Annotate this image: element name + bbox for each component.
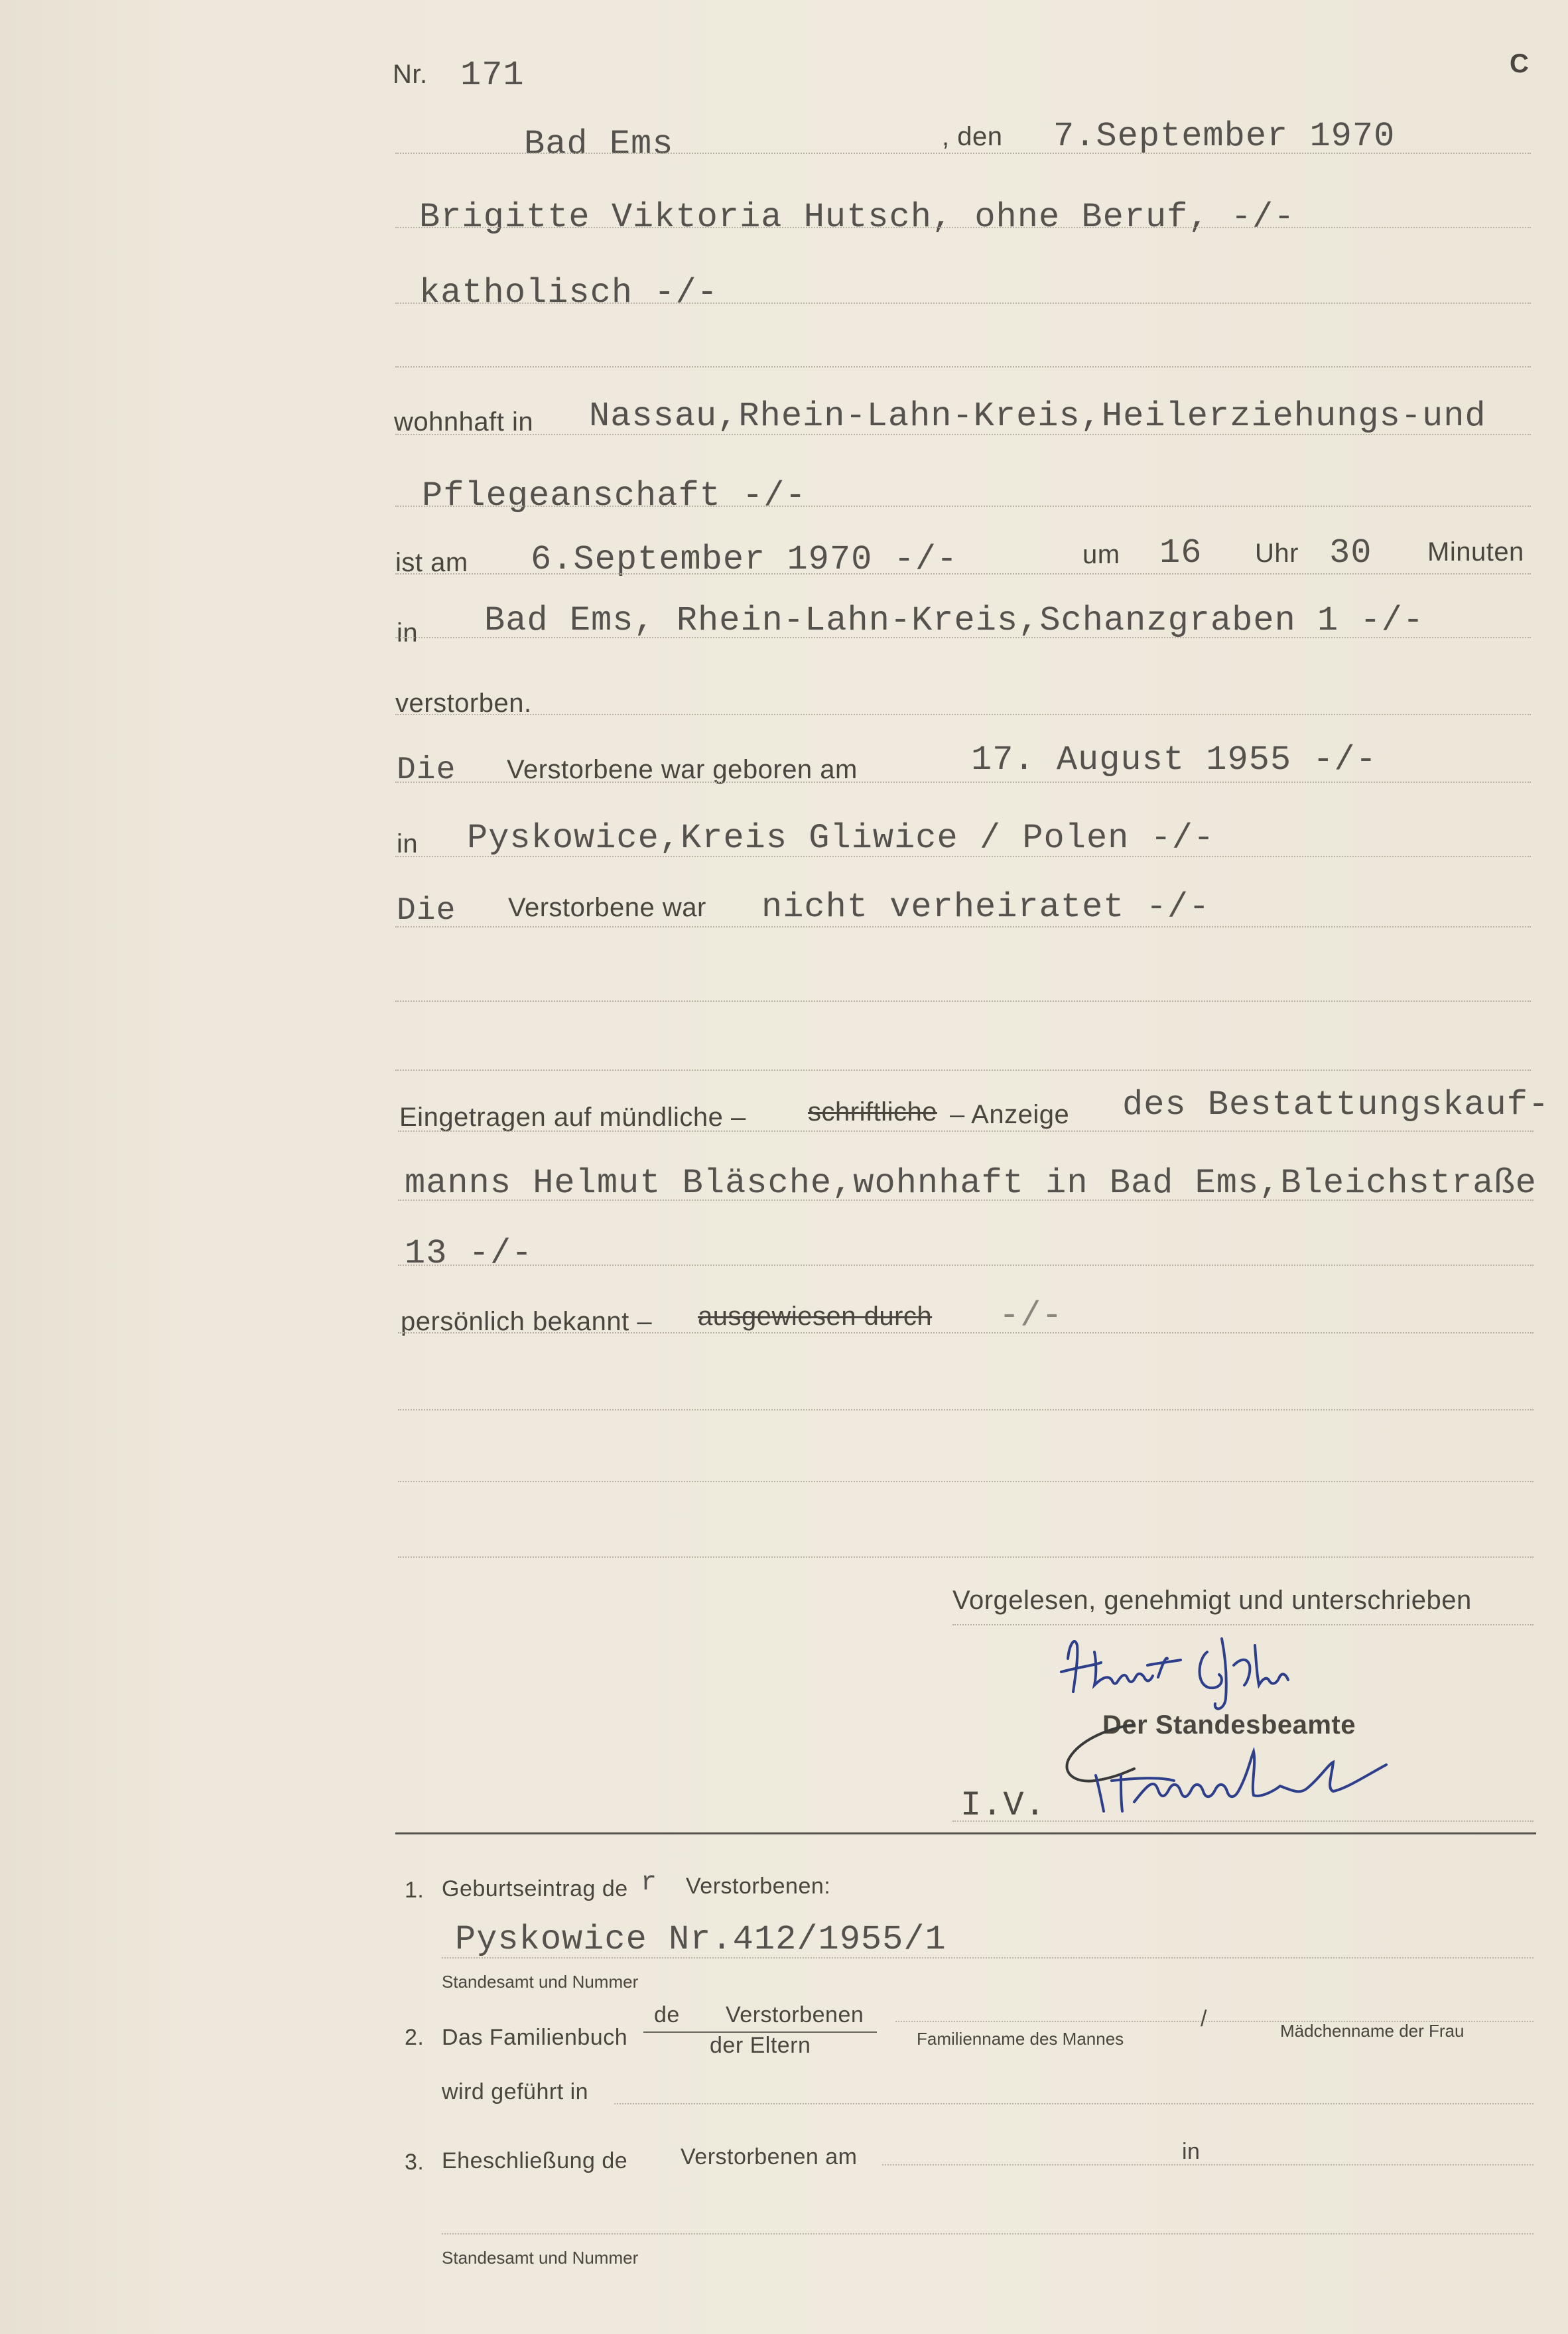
reporter-line-3: 13 -/- — [405, 1234, 533, 1273]
line-empty-6 — [398, 1556, 1534, 1558]
line-report-3 — [398, 1265, 1534, 1266]
minuten-label: Minuten — [1427, 537, 1524, 567]
um-label: um — [1082, 540, 1120, 569]
line-empty-3 — [395, 1069, 1531, 1071]
line-report-1 — [398, 1131, 1534, 1132]
den-label: , den — [942, 122, 1003, 151]
line-empty-2 — [395, 1000, 1531, 1002]
ist-am-label: ist am — [395, 548, 468, 577]
line-item3 — [882, 2164, 1534, 2165]
official-signature — [1055, 1712, 1532, 1831]
name-line: Brigitte Viktoria Hutsch, ohne Beruf, -/- — [419, 198, 1295, 237]
item3-label-2: Verstorbenen am — [681, 2144, 858, 2169]
ausgewiesen-struck: ausgewiesen durch — [698, 1302, 933, 1331]
item1-label-2: Verstorbenen: — [686, 1874, 831, 1899]
religion: katholisch -/- — [419, 273, 718, 312]
item1-number: 1. — [405, 1878, 425, 1903]
line-religion — [395, 303, 1531, 304]
standesbeamte-label: Der Standesbeamte — [1102, 1710, 1356, 1740]
line-marital — [395, 926, 1531, 927]
item3-label: Eheschließung de — [442, 2148, 628, 2173]
line-item2-names — [895, 2021, 1534, 2022]
die-word-2: Die — [397, 893, 456, 929]
geboren-label: Verstorbene war geboren am — [507, 755, 858, 784]
item2-de: de — [654, 2002, 680, 2027]
line-report-2 — [398, 1200, 1534, 1201]
item1-suffix: r — [641, 1868, 658, 1898]
verstorben-label: verstorben. — [395, 689, 532, 718]
iv-label: I.V. — [960, 1786, 1046, 1825]
wohnhaft-label: wohnhaft in — [394, 407, 534, 437]
death-place: Bad Ems, Rhein-Lahn-Kreis,Schanzgraben 1 -/- — [484, 601, 1425, 640]
reporter-line-1: des Bestattungskauf- — [1122, 1085, 1550, 1125]
line-item2 — [614, 2103, 1534, 2104]
line-item3-2 — [442, 2233, 1534, 2234]
death-date: 6.September 1970 -/- — [531, 540, 958, 579]
item2-label: Das Familienbuch — [442, 2025, 628, 2050]
line-name — [395, 227, 1531, 228]
line-empty-5 — [398, 1481, 1534, 1482]
item2-gefuehrt: wird geführt in — [442, 2079, 589, 2104]
line-item1 — [442, 1957, 1534, 1958]
birth-date: 17. August 1955 -/- — [971, 740, 1377, 780]
war-label: Verstorbene war — [508, 893, 706, 922]
eingetragen-label: Eingetragen auf mündliche – — [399, 1103, 746, 1132]
anzeige-label: – Anzeige — [950, 1100, 1070, 1129]
item2-verstorbenen: Verstorbenen — [726, 2002, 864, 2027]
line-empty-1 — [395, 366, 1531, 368]
nr-value: 171 — [460, 56, 525, 95]
reporter-line-2: manns Helmut Bläsche,wohnhaft in Bad Ems,Bleichstraße — [405, 1164, 1537, 1203]
item2-slash: / — [1201, 2006, 1207, 2031]
reporter-signature — [1048, 1619, 1393, 1718]
corner-mark: C — [1510, 49, 1530, 78]
nr-label: Nr. — [393, 60, 428, 89]
standesamt-caption-1: Standesamt und Nummer — [442, 1972, 639, 1992]
line-date — [395, 153, 1531, 154]
in-label-2: in — [397, 829, 419, 858]
residence-line-1: Nassau,Rhein-Lahn-Kreis,Heilerziehungs-und — [589, 397, 1486, 436]
line-residence-2 — [395, 506, 1531, 507]
item2-eltern: der Eltern — [710, 2033, 811, 2058]
item2-frau-caption: Mädchenname der Frau — [1280, 2021, 1465, 2041]
birth-entry-value: Pyskowice Nr.412/1955/1 — [455, 1920, 947, 1959]
line-bekannt — [398, 1332, 1534, 1334]
item3-in: in — [1182, 2139, 1201, 2164]
item2-mann-caption: Familienname des Mannes — [917, 2029, 1124, 2049]
standesamt-caption-2: Standesamt und Nummer — [442, 2248, 639, 2268]
line-birth-date — [395, 782, 1531, 783]
record-date: 7.September 1970 — [1053, 117, 1396, 156]
bekannt-label: persönlich bekannt – — [401, 1307, 653, 1336]
line-death-place — [395, 637, 1531, 638]
line-birth-place — [395, 856, 1531, 857]
line-verstorben — [395, 714, 1531, 715]
residence-line-2: Pflegeanschaft -/- — [422, 476, 807, 515]
birth-place: Pyskowice,Kreis Gliwice / Polen -/- — [467, 819, 1215, 858]
line-empty-4 — [398, 1409, 1534, 1410]
line-death-date — [395, 573, 1531, 575]
marital-status: nicht verheiratet -/- — [761, 888, 1210, 927]
footer-divider — [395, 1832, 1536, 1834]
uhr-label: Uhr — [1255, 539, 1299, 568]
item1-label: Geburtseintrag de — [442, 1876, 628, 1901]
death-minute: 30 — [1329, 533, 1372, 573]
die-word-1: Die — [397, 752, 456, 788]
place: Bad Ems — [524, 125, 674, 164]
bekannt-value: -/- — [999, 1296, 1063, 1336]
line-iv — [952, 1820, 1534, 1822]
item2-number: 2. — [405, 2025, 425, 2050]
line-residence-1 — [395, 434, 1531, 435]
schriftliche-struck: schriftliche — [808, 1097, 937, 1127]
vorgelesen-text: Vorgelesen, genehmigt und unterschrieben — [952, 1586, 1472, 1615]
in-label: in — [397, 618, 419, 648]
death-hour: 16 — [1159, 533, 1203, 573]
item3-number: 3. — [405, 2150, 425, 2175]
